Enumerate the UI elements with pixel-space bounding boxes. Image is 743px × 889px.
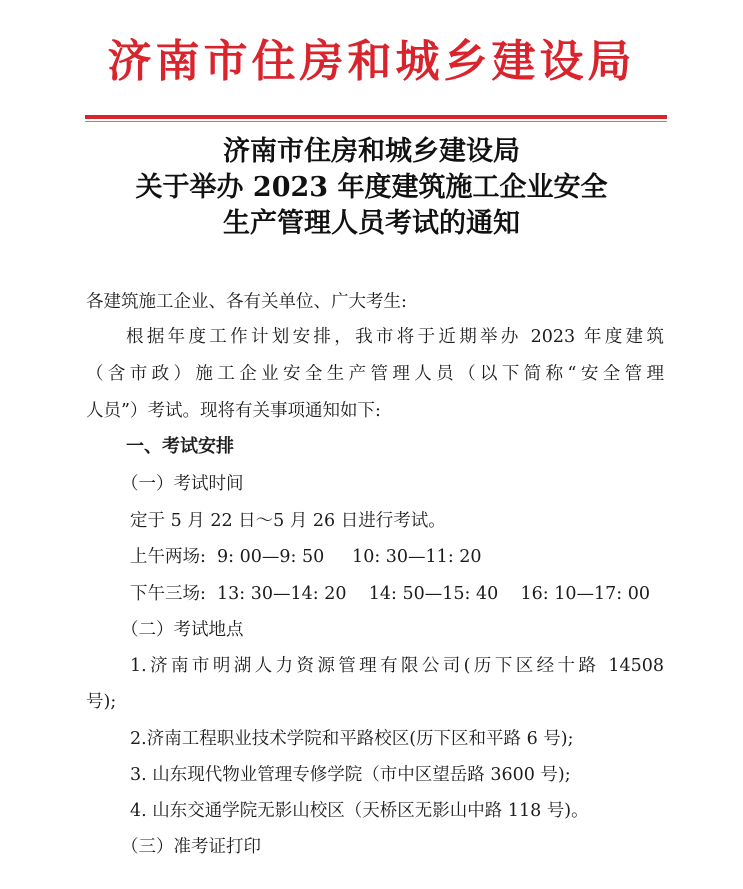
venue-item-3: 3. 山东现代物业管理专修学院（市中区望岳路 3600 号); <box>130 765 571 785</box>
venue-item-1-line-2: 号); <box>86 692 117 712</box>
title-line-3: 生产管理人员考试的通知 <box>223 208 520 239</box>
document-title <box>0 134 743 242</box>
subheading-exam-venue: （二）考试地点 <box>121 620 244 640</box>
letterhead-title: 济南市住房和城乡建设局 <box>107 36 636 87</box>
venue-item-4: 4. 山东交通学院无影山校区（天桥区无影山中路 118 号)。 <box>130 801 589 821</box>
salutation: 各建筑施工企业、各有关单位、广大考生: <box>86 292 407 312</box>
title-line-2: 关于举办 2023 年度建筑施工企业安全 <box>135 172 608 203</box>
section-heading-exam-arrangement: 一、考试安排 <box>126 436 234 457</box>
title-line-1: 济南市住房和城乡建设局 <box>223 136 520 167</box>
intro-line-1: 根据年度工作计划安排，我市将于近期举办 2023 年度建筑 <box>126 327 664 347</box>
morning-sessions: 上午两场: 9: 00—9: 50 10: 30—11: 20 <box>130 547 482 567</box>
venue-item-2: 2.济南工程职业技术学院和平路校区(历下区和平路 6 号); <box>130 729 574 749</box>
venue-item-1-line-1: 1.济南市明湖人力资源管理有限公司(历下区经十路 14508 <box>130 656 664 676</box>
exam-dates: 定于 5 月 22 日～5 月 26 日进行考试。 <box>130 511 446 531</box>
afternoon-sessions: 下午三场: 13: 30—14: 20 14: 50—15: 40 16: 10—17: 00 <box>130 584 650 604</box>
subheading-exam-time: （一）考试时间 <box>121 474 244 494</box>
letterhead-thin-rule <box>85 121 667 122</box>
intro-line-3: 人员”）考试。现将有关事项通知如下: <box>86 401 381 421</box>
intro-line-2: （含市政）施工企业安全生产管理人员（以下简称“安全管理 <box>86 364 664 384</box>
letterhead-red-rule <box>85 115 667 119</box>
subheading-admission-ticket: （三）准考证打印 <box>121 837 261 857</box>
